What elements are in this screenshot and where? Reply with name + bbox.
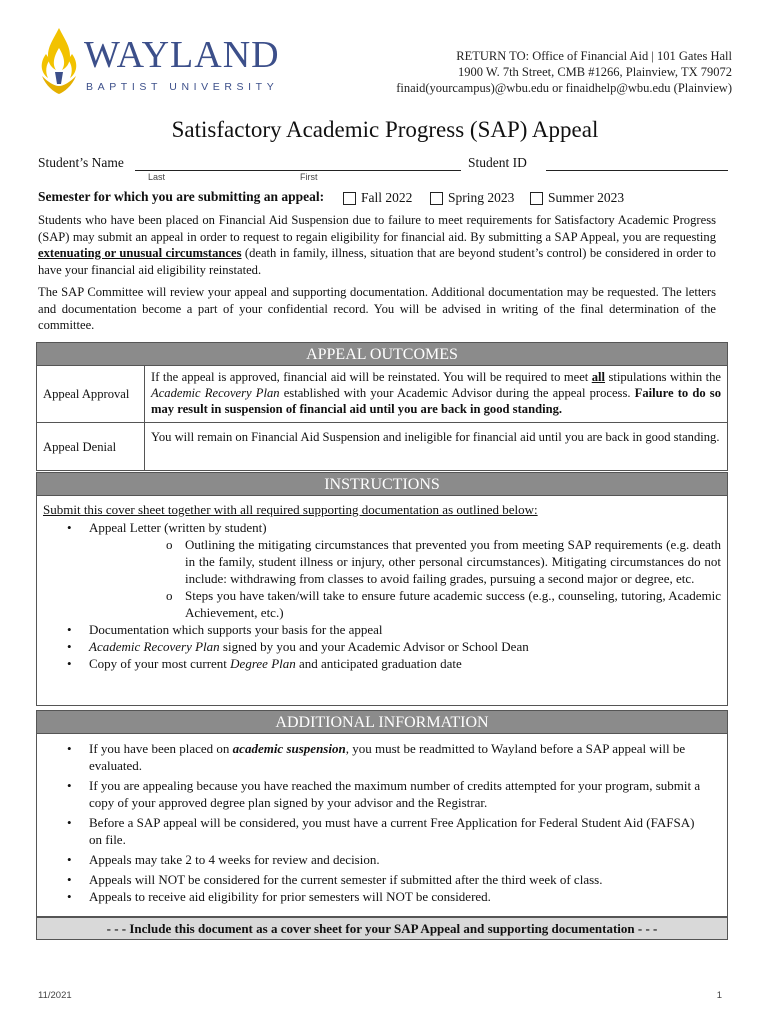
- return-line-2: 1900 W. 7th Street, CMB #1266, Plainview, TX 79072: [458, 65, 732, 79]
- student-id-field[interactable]: [546, 155, 728, 171]
- approval-text: established with your Academic Advisor during the appeal process.: [279, 386, 635, 400]
- logo-subtitle: BAPTIST UNIVERSITY: [86, 81, 279, 93]
- appeal-denial-label: Appeal Denial: [37, 423, 145, 470]
- list-item: • Appeals to receive aid eligibility for prior semesters will NOT be considered.: [37, 888, 707, 905]
- additional-info-section: [36, 734, 728, 917]
- list-item-text: and anticipated graduation date: [295, 656, 462, 671]
- return-line-1: RETURN TO: Office of Financial Aid | 101 Gates Hall: [456, 49, 732, 63]
- intro-text: Students who have been placed on Financial Aid Suspension due to failure to meet requirements for Satisfactory Academic Progress (SAP) may submit an appeal in order to request to regain eligibility for financial aid. By submitting a SAP Appeal, you are requesting: [38, 213, 716, 244]
- list-item: • Appeals may take 2 to 4 weeks for review and decision.: [37, 851, 707, 868]
- list-item: [37, 519, 727, 621]
- logo-wordmark: WAYLAND: [84, 34, 280, 76]
- university-logo: [36, 26, 286, 98]
- student-name-label: Student’s Name: [38, 155, 124, 170]
- appeal-outcomes-heading: APPEAL OUTCOMES: [36, 342, 728, 366]
- sub-list-item: o Steps you have taken/will take to ensure future academic success (e.g., counseling, tutoring, Academic Achievement, etc.): [89, 587, 727, 621]
- approval-text: If the appeal is approved, financial aid will be reinstated. You will be required to meet: [151, 370, 592, 384]
- student-name-field[interactable]: [135, 155, 461, 171]
- checkbox-box[interactable]: [343, 192, 356, 205]
- appeal-approval-row: [36, 366, 728, 423]
- list-item-italic: Academic Recovery Plan: [89, 639, 220, 654]
- instructions-section: [36, 496, 728, 706]
- list-item: [37, 740, 707, 774]
- checkbox-box[interactable]: [430, 192, 443, 205]
- checkbox-label: Spring 2023: [448, 190, 515, 205]
- list-item-text: Appeal Letter (written by student): [89, 520, 267, 535]
- appeal-approval-label: Appeal Approval: [37, 366, 145, 422]
- page-title: Satisfactory Academic Progress (SAP) Appeal: [171, 117, 599, 142]
- instructions-intro: Submit this cover sheet together with all required supporting documentation as outlined below:: [43, 502, 538, 517]
- appeal-denial-row: [36, 423, 728, 471]
- checkbox-label: Fall 2022: [361, 190, 413, 205]
- semester-row: [38, 189, 738, 207]
- checkbox-box[interactable]: [530, 192, 543, 205]
- approval-all: all: [591, 370, 606, 384]
- list-item-bold: academic suspension: [232, 741, 346, 756]
- sub-list-item: o Outlining the mitigating circumstances that prevented you from meeting SAP requirements (e.g. death in the family, student illness or injury, other personal circumstances). Mitigating circumstances do not include: withdrawing from classes to avoid failing grades, pursuing a second major or degree, etc.: [89, 536, 727, 587]
- approval-plan: Academic Recovery Plan: [151, 386, 280, 400]
- list-item-text: If you have been placed on: [89, 741, 233, 756]
- first-name-label: First: [300, 172, 318, 182]
- list-item: [37, 638, 727, 655]
- intro-paragraph-2: The SAP Committee will review your appeal and supporting documentation. Additional documentation may be requested. The letters and documentation become a part of your confidential record. You will be advised in writing of the final determination of the committee.: [38, 285, 716, 332]
- list-item-text: Copy of your most current: [89, 656, 231, 671]
- intro-text: (death in family, illness, situation that are beyond student’s control) be considered in order to have your financial aid eligibility reinstated.: [38, 246, 716, 277]
- list-item-text: signed by you and your Academic Advisor or School Dean: [219, 639, 529, 654]
- approval-warning: Failure to do so may result in suspension of financial aid until you are back in good standing.: [151, 386, 722, 416]
- intro-paragraph-1: [38, 212, 716, 278]
- footer-date: 11/2021: [38, 990, 72, 1001]
- checkbox-fall-2022[interactable]: [343, 190, 412, 206]
- appeal-denial-text: You will remain on Financial Aid Suspension and ineligible for financial aid until you are back in good standing.: [151, 430, 720, 444]
- checkbox-label: Summer 2023: [548, 190, 625, 205]
- list-item-italic: Degree Plan: [230, 656, 296, 671]
- list-item: • If you are appealing because you have reached the maximum number of credits attempted for your program, submit a copy of your approved degree plan signed by your advisor and the Registrar.: [37, 777, 707, 811]
- student-id-label: Student ID: [468, 155, 527, 170]
- semester-label: Semester for which you are submitting an appeal:: [38, 189, 325, 204]
- list-item: • Appeals will NOT be considered for the current semester if submitted after the third week of class.: [37, 871, 707, 888]
- appeal-approval-text: [151, 369, 721, 417]
- return-line-3: finaid(yourcampus)@wbu.edu or finaidhelp@wbu.edu (Plainview): [396, 81, 732, 95]
- last-name-label: Last: [148, 172, 166, 182]
- student-info-row: [38, 155, 738, 185]
- list-item: [37, 655, 727, 672]
- cover-sheet-banner: - - - Include this document as a cover sheet for your SAP Appeal and supporting documentation - - -: [36, 917, 728, 940]
- return-address: [396, 48, 732, 96]
- list-item-text: , you must be readmitted to Wayland before a SAP appeal will be evaluated.: [89, 741, 686, 773]
- intro-emphasis: extenuating or unusual circumstances: [38, 246, 242, 260]
- flame-icon: [36, 26, 82, 96]
- checkbox-spring-2023[interactable]: [430, 190, 514, 206]
- approval-text: stipulations within the: [605, 370, 721, 384]
- list-item: • Before a SAP appeal will be considered, you must have a current Free Application for Federal Student Aid (FAFSA) on file.: [37, 814, 707, 848]
- footer-page-number: 1: [716, 990, 722, 1001]
- instructions-heading: INSTRUCTIONS: [36, 472, 728, 496]
- list-item: • Documentation which supports your basis for the appeal: [37, 621, 727, 638]
- checkbox-summer-2023[interactable]: [530, 190, 624, 206]
- additional-info-heading: ADDITIONAL INFORMATION: [36, 710, 728, 734]
